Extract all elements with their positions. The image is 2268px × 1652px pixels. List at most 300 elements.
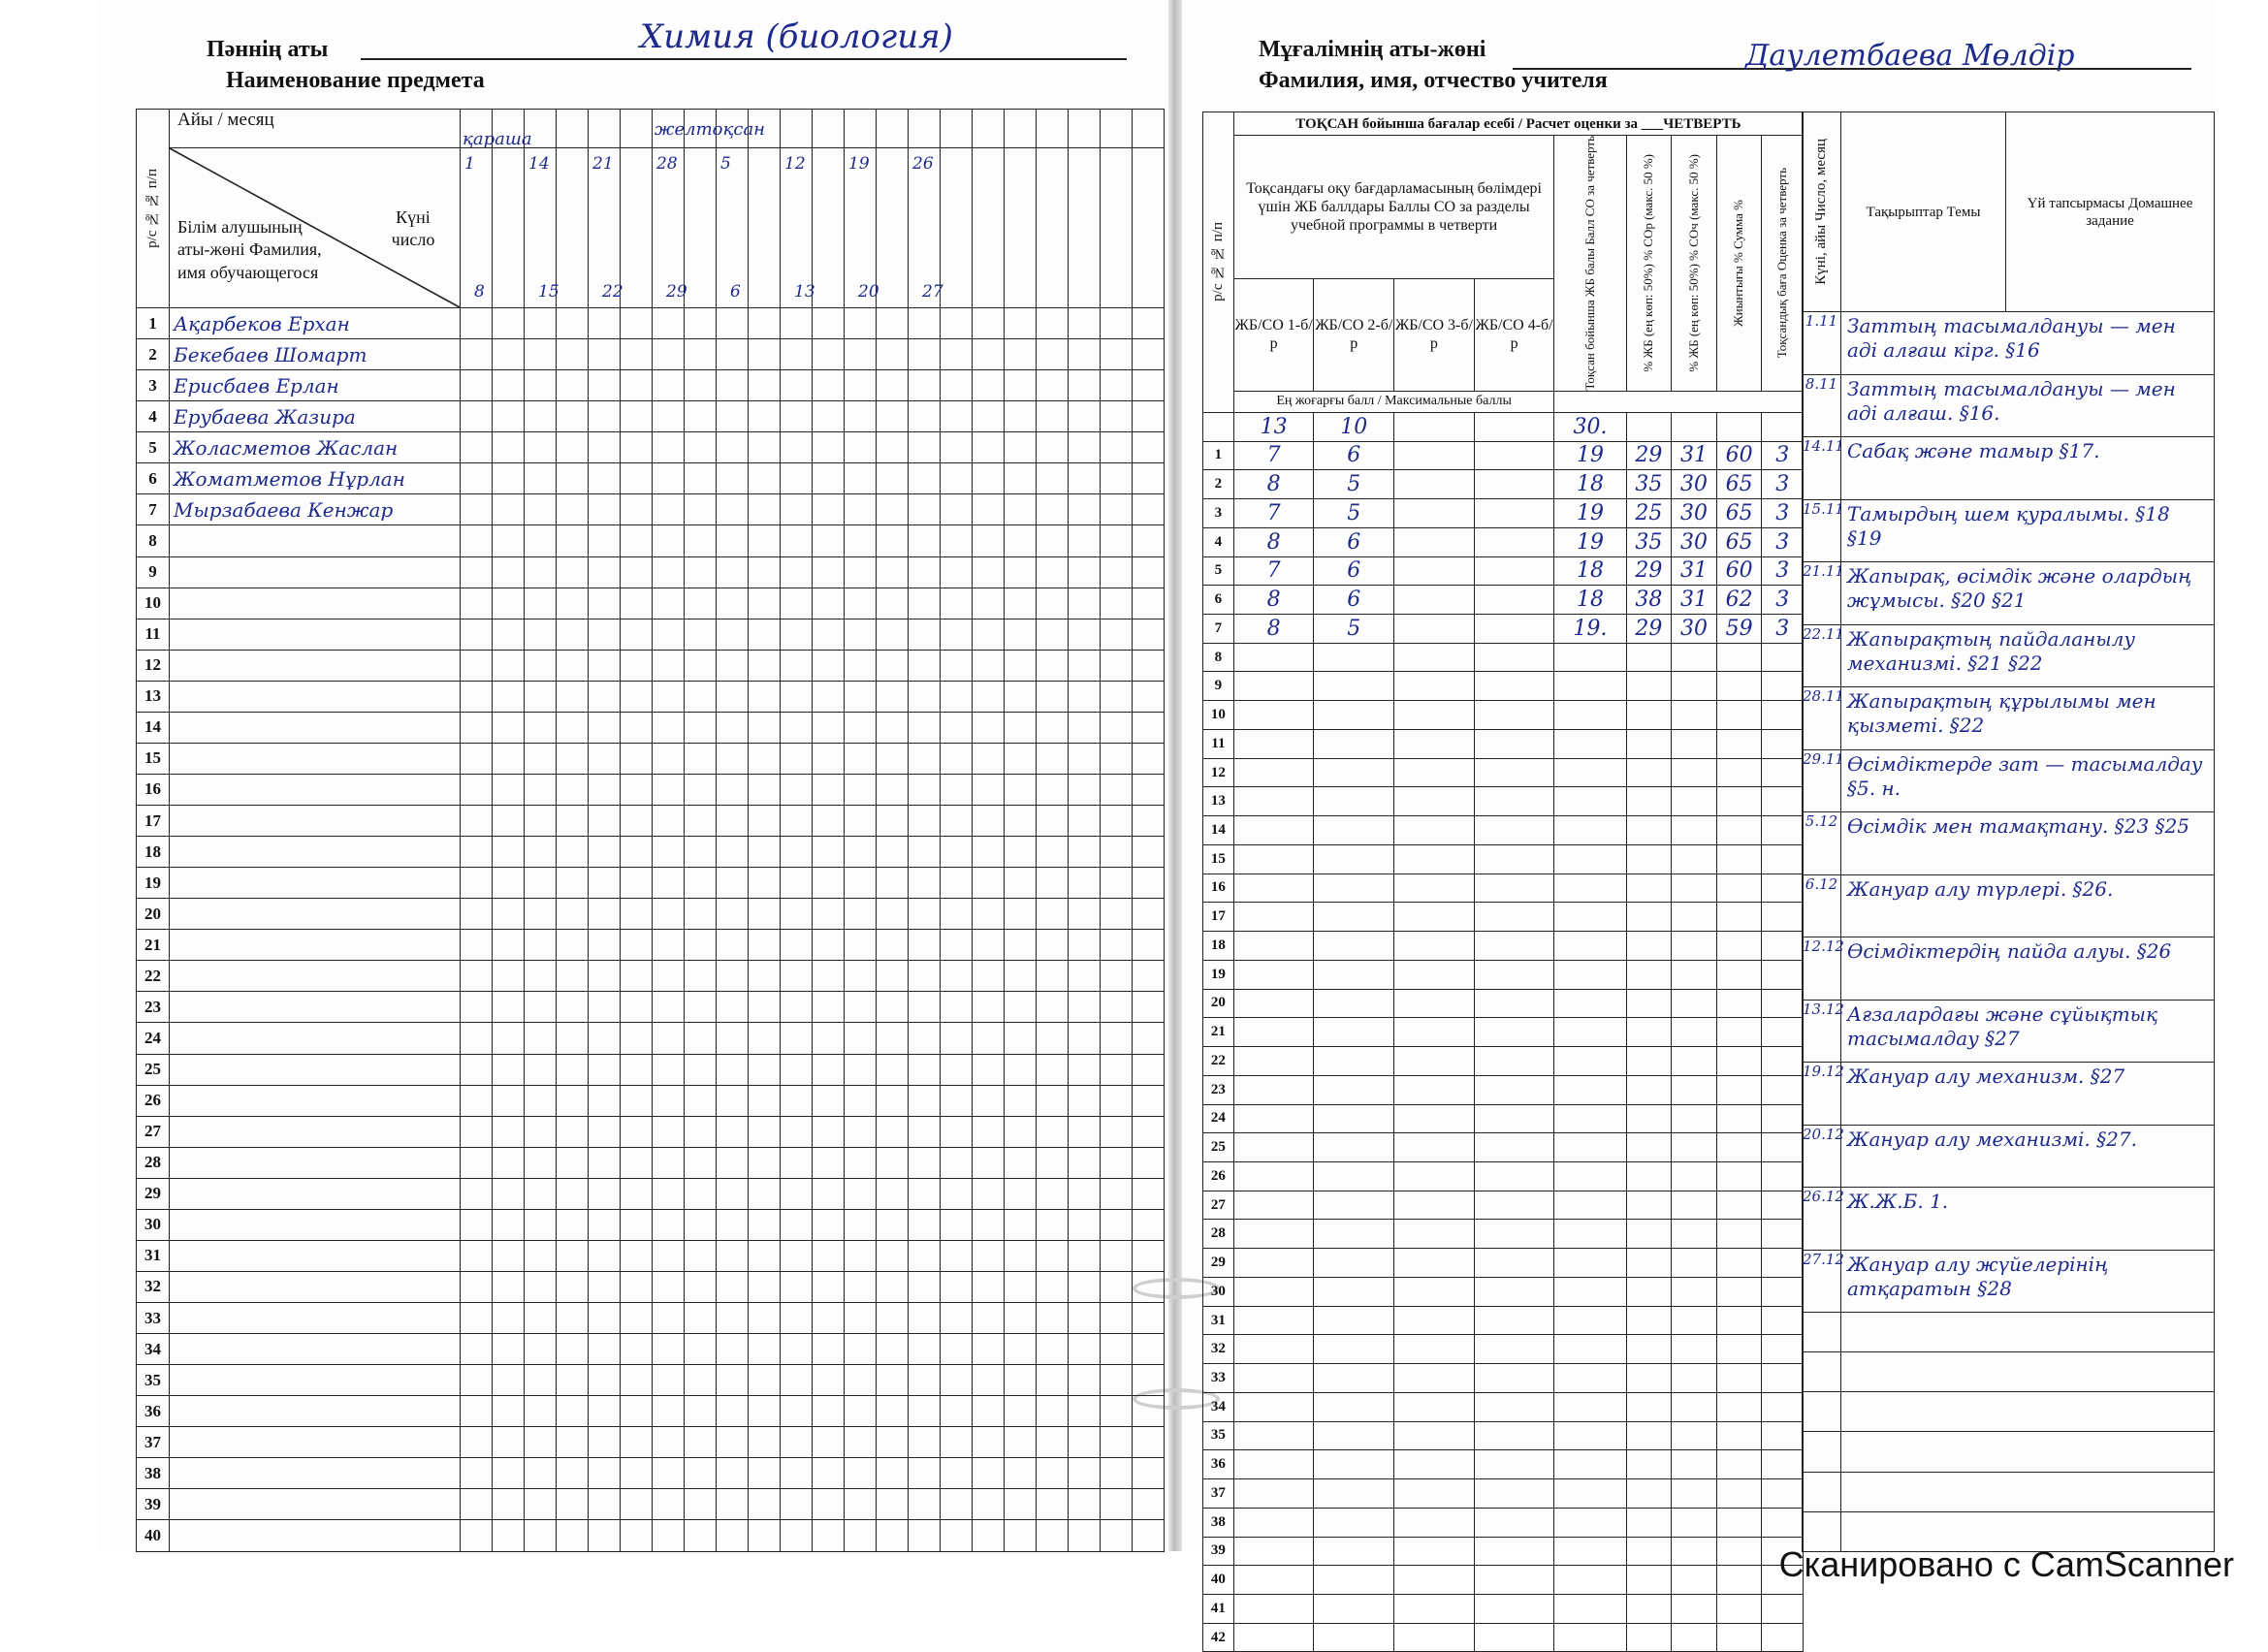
grade-cell[interactable] [973,681,1005,712]
mark-cell[interactable] [1716,672,1762,701]
grade-cell[interactable] [973,1209,1005,1240]
mark-cell[interactable] [1554,816,1626,845]
mark-cell[interactable] [1762,1018,1804,1047]
mark-cell[interactable] [1314,1133,1394,1162]
grade-cell[interactable] [909,1458,941,1489]
grade-cell[interactable] [909,588,941,619]
grade-cell[interactable] [493,1178,525,1209]
grade-cell[interactable] [685,806,717,837]
grade-cell[interactable] [1101,1396,1133,1427]
grade-cell[interactable] [461,1147,493,1178]
mark-cell[interactable] [1762,1392,1804,1421]
grade-cell[interactable] [621,992,653,1023]
grade-cell[interactable] [909,1240,941,1271]
mark-cell[interactable] [1554,1277,1626,1306]
grade-cell[interactable] [1069,1023,1101,1054]
grade-cell[interactable] [973,806,1005,837]
grade-cell[interactable] [1069,370,1101,401]
grade-cell[interactable] [813,1458,845,1489]
grade-cell[interactable] [1133,806,1165,837]
grade-cell[interactable] [1133,712,1165,743]
grade-cell[interactable] [621,1240,653,1271]
grade-cell[interactable] [1037,1520,1069,1551]
grade-cell[interactable] [1069,1209,1101,1240]
grade-cell[interactable] [1101,588,1133,619]
grade-cell[interactable] [845,1520,877,1551]
mark-cell[interactable] [1716,643,1762,672]
mark-cell[interactable]: 7 [1233,556,1314,586]
mark-cell[interactable] [1314,989,1394,1018]
grade-cell[interactable] [973,494,1005,525]
grade-cell[interactable] [621,463,653,494]
grade-cell[interactable] [973,1520,1005,1551]
grade-cell[interactable] [1101,1427,1133,1458]
mark-cell[interactable] [1626,1191,1672,1220]
mark-cell[interactable] [1314,903,1394,932]
mark-cell[interactable] [1233,1623,1314,1652]
grade-cell[interactable] [1133,1178,1165,1209]
grade-cell[interactable] [717,494,749,525]
grade-cell[interactable] [1069,1271,1101,1302]
mark-cell[interactable] [1716,758,1762,787]
grade-cell[interactable] [685,1303,717,1334]
grade-cell[interactable] [973,525,1005,556]
mark-cell[interactable] [1626,1161,1672,1191]
grade-cell[interactable] [941,1334,973,1365]
grade-cell[interactable] [813,961,845,992]
lesson-topic[interactable]: Жапырақтың пайдаланылу механизмі. §21 §22 [1841,624,2215,687]
grade-cell[interactable] [813,1085,845,1116]
grade-cell[interactable] [877,463,909,494]
grade-cell[interactable] [525,1396,557,1427]
grade-cell[interactable] [621,1365,653,1396]
mark-cell[interactable] [1233,729,1314,758]
mark-cell[interactable] [1474,1364,1554,1393]
grade-cell[interactable] [1069,1085,1101,1116]
grade-cell[interactable] [781,339,813,370]
grade-cell[interactable] [781,1085,813,1116]
grade-cell[interactable] [525,992,557,1023]
lesson-topic[interactable] [1841,1313,2215,1352]
mark-cell[interactable] [1394,1335,1475,1364]
grade-cell[interactable] [717,806,749,837]
grade-cell[interactable] [973,1458,1005,1489]
mark-cell[interactable] [1474,874,1554,903]
grade-cell[interactable] [1005,432,1037,463]
grade-cell[interactable] [973,837,1005,868]
mark-cell[interactable] [1672,903,1717,932]
mark-cell[interactable] [1672,1623,1717,1652]
grade-cell[interactable] [1133,837,1165,868]
grade-cell[interactable] [813,1303,845,1334]
mark-cell[interactable] [1554,1133,1626,1162]
grade-cell[interactable] [973,1427,1005,1458]
grade-cell[interactable] [845,930,877,961]
grade-cell[interactable] [749,992,781,1023]
mark-cell[interactable] [1233,960,1314,989]
mark-cell[interactable] [1626,1392,1672,1421]
mark-cell[interactable] [1672,1508,1717,1537]
mark-cell[interactable] [1554,932,1626,961]
mark-cell[interactable] [1672,1161,1717,1191]
mark-cell[interactable] [1762,1594,1804,1623]
grade-cell[interactable] [461,339,493,370]
mark-cell[interactable]: 30 [1672,615,1717,644]
grade-cell[interactable] [685,1334,717,1365]
grade-cell[interactable] [717,1178,749,1209]
mark-cell[interactable] [1314,1392,1394,1421]
mark-cell[interactable] [1233,1047,1314,1076]
grade-cell[interactable] [1133,1116,1165,1147]
grade-cell[interactable] [845,463,877,494]
grade-cell[interactable] [493,1458,525,1489]
grade-cell[interactable] [877,432,909,463]
mark-cell[interactable] [1394,989,1475,1018]
grade-cell[interactable] [525,1303,557,1334]
grade-cell[interactable] [845,1209,877,1240]
grade-cell[interactable] [493,1303,525,1334]
mark-cell[interactable] [1626,672,1672,701]
grade-cell[interactable] [1005,1209,1037,1240]
grade-cell[interactable] [749,1178,781,1209]
grade-cell[interactable] [1005,556,1037,588]
grade-cell[interactable] [1101,401,1133,432]
grade-cell[interactable] [749,619,781,650]
grade-cell[interactable] [525,494,557,525]
mark-cell[interactable] [1394,844,1475,874]
mark-cell[interactable] [1474,527,1554,556]
grade-cell[interactable] [941,432,973,463]
mark-cell[interactable] [1554,1479,1626,1509]
grade-cell[interactable] [1005,743,1037,774]
grade-cell[interactable] [1101,556,1133,588]
grade-cell[interactable] [781,1520,813,1551]
grade-cell[interactable] [461,308,493,339]
grade-cell[interactable] [941,1458,973,1489]
mark-cell[interactable] [1233,1306,1314,1335]
grade-cell[interactable] [845,1023,877,1054]
grade-cell[interactable] [941,1427,973,1458]
grade-cell[interactable] [1133,1147,1165,1178]
grade-cell[interactable] [877,619,909,650]
grade-cell[interactable] [525,1116,557,1147]
grade-cell[interactable] [877,1178,909,1209]
mark-cell[interactable] [1626,1594,1672,1623]
mark-cell[interactable] [1672,1537,1717,1566]
mark-cell[interactable] [1314,960,1394,989]
grade-cell[interactable] [1069,930,1101,961]
mark-cell[interactable] [1716,787,1762,816]
grade-cell[interactable] [557,1520,589,1551]
grade-cell[interactable] [845,1240,877,1271]
mark-cell[interactable]: 65 [1716,470,1762,499]
grade-cell[interactable] [621,837,653,868]
mark-cell[interactable] [1314,844,1394,874]
grade-cell[interactable] [941,619,973,650]
grade-cell[interactable] [461,868,493,899]
grade-cell[interactable] [813,868,845,899]
mark-cell[interactable] [1672,758,1717,787]
mark-cell[interactable] [1394,903,1475,932]
grade-cell[interactable] [813,588,845,619]
grade-cell[interactable] [653,868,685,899]
grade-cell[interactable] [877,774,909,805]
grade-cell[interactable] [1037,1147,1069,1178]
mark-cell[interactable] [1314,1104,1394,1133]
grade-cell[interactable] [1133,1427,1165,1458]
grade-cell[interactable] [1069,1396,1101,1427]
grade-cell[interactable] [461,370,493,401]
grade-cell[interactable] [493,588,525,619]
grade-cell[interactable] [621,401,653,432]
grade-cell[interactable] [909,432,941,463]
grade-cell[interactable] [781,1427,813,1458]
grade-cell[interactable] [1069,1334,1101,1365]
grade-cell[interactable] [909,1116,941,1147]
grade-cell[interactable] [973,588,1005,619]
grade-cell[interactable] [749,1489,781,1520]
grade-cell[interactable] [1101,619,1133,650]
grade-cell[interactable] [589,1054,621,1085]
grade-cell[interactable] [1069,432,1101,463]
grade-cell[interactable] [653,308,685,339]
grade-cell[interactable] [653,1427,685,1458]
mark-cell[interactable] [1672,1392,1717,1421]
mark-cell[interactable] [1314,1075,1394,1104]
grade-cell[interactable] [589,1396,621,1427]
grade-cell[interactable] [621,525,653,556]
grade-cell[interactable] [973,1085,1005,1116]
mark-cell[interactable]: 38 [1626,586,1672,615]
grade-cell[interactable] [653,743,685,774]
grade-cell[interactable] [909,1209,941,1240]
grade-cell[interactable] [749,1365,781,1396]
mark-cell[interactable] [1314,1421,1394,1450]
grade-cell[interactable] [621,1520,653,1551]
grade-cell[interactable] [653,1520,685,1551]
mark-cell[interactable]: 8 [1233,470,1314,499]
grade-cell[interactable] [1037,712,1069,743]
grade-cell[interactable] [1101,463,1133,494]
mark-cell[interactable] [1554,1047,1626,1076]
grade-cell[interactable] [877,681,909,712]
mark-cell[interactable]: 6 [1314,527,1394,556]
grade-cell[interactable] [653,1365,685,1396]
mark-cell[interactable] [1314,1594,1394,1623]
mark-cell[interactable] [1554,989,1626,1018]
grade-cell[interactable] [1133,1334,1165,1365]
mark-cell[interactable]: 3 [1762,615,1804,644]
grade-cell[interactable] [557,1054,589,1085]
grade-cell[interactable] [973,339,1005,370]
grade-cell[interactable] [781,1240,813,1271]
grade-cell[interactable] [1069,1054,1101,1085]
grade-cell[interactable] [941,1147,973,1178]
grade-cell[interactable] [845,961,877,992]
grade-cell[interactable] [589,370,621,401]
grade-cell[interactable] [557,1023,589,1054]
mark-cell[interactable]: 5 [1314,615,1394,644]
grade-cell[interactable] [717,899,749,930]
grade-cell[interactable] [557,1147,589,1178]
grade-cell[interactable] [1037,1396,1069,1427]
mark-cell[interactable] [1474,1450,1554,1479]
grade-cell[interactable] [973,868,1005,899]
grade-cell[interactable] [1101,681,1133,712]
grade-cell[interactable] [1037,1427,1069,1458]
grade-cell[interactable] [749,1303,781,1334]
grade-cell[interactable] [1133,1489,1165,1520]
mark-cell[interactable] [1762,1623,1804,1652]
grade-cell[interactable] [525,370,557,401]
grade-cell[interactable] [1069,1458,1101,1489]
grade-cell[interactable] [653,1054,685,1085]
mark-cell[interactable] [1474,1018,1554,1047]
grade-cell[interactable] [749,370,781,401]
grade-cell[interactable] [717,961,749,992]
grade-cell[interactable] [589,743,621,774]
lesson-topic[interactable]: Жануар алу жүйелерінің атқаратын §28 [1841,1250,2215,1313]
grade-cell[interactable] [589,681,621,712]
grade-cell[interactable] [685,837,717,868]
grade-cell[interactable] [813,837,845,868]
grade-cell[interactable] [685,712,717,743]
grade-cell[interactable] [557,837,589,868]
mark-cell[interactable] [1672,701,1717,730]
grade-cell[interactable] [909,370,941,401]
grade-cell[interactable] [717,432,749,463]
grade-cell[interactable] [653,899,685,930]
grade-cell[interactable] [1101,650,1133,681]
grade-cell[interactable] [1069,401,1101,432]
grade-cell[interactable] [717,1489,749,1520]
grade-cell[interactable] [909,774,941,805]
grade-cell[interactable] [653,1303,685,1334]
grade-cell[interactable] [909,556,941,588]
grade-cell[interactable] [493,650,525,681]
grade-cell[interactable] [1037,806,1069,837]
grade-cell[interactable] [557,1334,589,1365]
grade-cell[interactable] [1101,1116,1133,1147]
grade-cell[interactable] [941,992,973,1023]
grade-cell[interactable] [1133,1520,1165,1551]
grade-cell[interactable] [1037,308,1069,339]
mark-cell[interactable]: 3 [1762,470,1804,499]
grade-cell[interactable] [1037,1271,1069,1302]
grade-cell[interactable] [813,992,845,1023]
grade-cell[interactable] [1133,1303,1165,1334]
grade-cell[interactable] [621,339,653,370]
grade-cell[interactable] [525,308,557,339]
grade-cell[interactable] [1101,743,1133,774]
grade-cell[interactable] [525,899,557,930]
grade-cell[interactable] [813,774,845,805]
grade-cell[interactable] [1133,774,1165,805]
grade-cell[interactable] [813,743,845,774]
mark-cell[interactable] [1394,586,1475,615]
grade-cell[interactable] [877,899,909,930]
grade-cell[interactable] [941,899,973,930]
grade-cell[interactable] [461,1209,493,1240]
mark-cell[interactable] [1716,1104,1762,1133]
grade-cell[interactable] [877,1271,909,1302]
grade-cell[interactable] [909,1489,941,1520]
lesson-topic[interactable]: Заттың тасымалдануы — мен аді алғаш кірг. §16 [1841,312,2215,375]
grade-cell[interactable] [653,806,685,837]
grade-cell[interactable] [877,1334,909,1365]
grade-cell[interactable] [685,681,717,712]
grade-cell[interactable] [877,401,909,432]
mark-cell[interactable] [1394,932,1475,961]
grade-cell[interactable] [1005,1271,1037,1302]
grade-cell[interactable] [1069,712,1101,743]
grade-cell[interactable] [1005,681,1037,712]
grade-cell[interactable] [781,1458,813,1489]
grade-cell[interactable] [941,1209,973,1240]
grade-cell[interactable] [1005,961,1037,992]
grade-cell[interactable] [557,961,589,992]
mark-cell[interactable] [1716,1220,1762,1249]
grade-cell[interactable] [749,588,781,619]
mark-cell[interactable] [1554,1018,1626,1047]
grade-cell[interactable] [557,806,589,837]
grade-cell[interactable] [685,308,717,339]
grade-cell[interactable] [781,1334,813,1365]
grade-cell[interactable] [1069,681,1101,712]
grade-cell[interactable] [717,1271,749,1302]
grade-cell[interactable] [493,339,525,370]
mark-cell[interactable]: 30 [1672,470,1717,499]
mark-cell[interactable] [1233,1220,1314,1249]
grade-cell[interactable] [941,1085,973,1116]
grade-cell[interactable] [781,1396,813,1427]
grade-cell[interactable] [557,556,589,588]
mark-cell[interactable] [1762,1249,1804,1278]
grade-cell[interactable] [877,837,909,868]
mark-cell[interactable] [1233,1018,1314,1047]
grade-cell[interactable] [1037,432,1069,463]
mark-cell[interactable] [1474,499,1554,528]
grade-cell[interactable] [973,1334,1005,1365]
mark-cell[interactable] [1314,1566,1394,1595]
grade-cell[interactable] [941,1489,973,1520]
grade-cell[interactable] [557,1303,589,1334]
grade-cell[interactable] [813,308,845,339]
mark-cell[interactable] [1474,1566,1554,1595]
grade-cell[interactable] [1133,1023,1165,1054]
grade-cell[interactable] [749,1023,781,1054]
mark-cell[interactable] [1314,1277,1394,1306]
grade-cell[interactable] [845,1116,877,1147]
mark-cell[interactable] [1554,643,1626,672]
grade-cell[interactable] [1069,339,1101,370]
mark-cell[interactable] [1716,1479,1762,1509]
mark-cell[interactable]: 65 [1716,527,1762,556]
grade-cell[interactable] [1101,525,1133,556]
grade-cell[interactable] [1069,961,1101,992]
mark-cell[interactable] [1762,643,1804,672]
mark-cell[interactable]: 31 [1672,556,1717,586]
grade-cell[interactable] [813,1520,845,1551]
grade-cell[interactable] [781,619,813,650]
mark-cell[interactable] [1626,1335,1672,1364]
grade-cell[interactable] [1101,1365,1133,1396]
grade-cell[interactable] [685,1023,717,1054]
mark-cell[interactable]: 6 [1314,441,1394,470]
grade-cell[interactable] [1069,463,1101,494]
grade-cell[interactable] [557,1116,589,1147]
grade-cell[interactable] [685,930,717,961]
